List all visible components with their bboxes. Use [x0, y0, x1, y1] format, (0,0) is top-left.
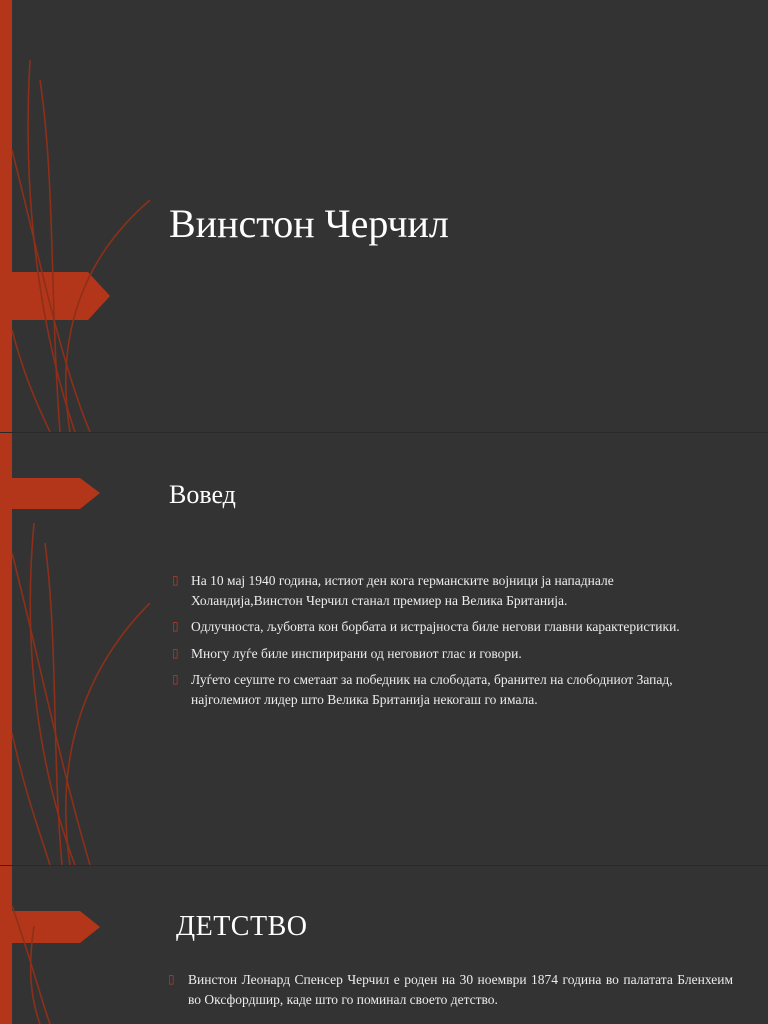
- slide-1: [0, 0, 768, 432]
- accent-arrow-tab: [0, 272, 110, 320]
- list-item: [168, 970, 733, 1009]
- slide-title: Винстон Черчил: [169, 201, 449, 246]
- slide-3: [0, 866, 768, 1024]
- list-item: [172, 617, 722, 637]
- arrow-bullet-icon: ▯: [172, 672, 179, 686]
- list-item: [172, 670, 722, 709]
- slide-title: ДЕТСТВО: [176, 911, 308, 942]
- decorative-curves: [12, 60, 150, 432]
- slide-title: Вовед: [169, 480, 236, 509]
- accent-bar: [0, 866, 12, 1024]
- arrow-bullet-icon: ▯: [168, 972, 175, 986]
- accent-arrow-tab: [0, 478, 100, 509]
- list-item: [172, 571, 722, 610]
- list-item-text: Луѓето сеуште го сметаат за победник на слободата, бранител на слободниот Запад, најголемиот лидер што Велика Британија некогаш го имала.: [191, 672, 673, 707]
- accent-bar: [0, 0, 12, 432]
- bullet-list: [172, 571, 722, 716]
- list-item-text: Винстон Леонард Спенсер Черчил е роден на 30 ноември 1874 година во палатата Бленхеим во Оксфордшир, каде што го поминал своето детство.: [188, 972, 733, 1007]
- decorative-curves: [12, 523, 150, 865]
- arrow-bullet-icon: ▯: [172, 619, 179, 633]
- arrow-bullet-icon: ▯: [172, 645, 179, 660]
- list-item-text: Одлучноста, љубовта кон борбата и истрајноста биле негови главни карактеристики.: [191, 619, 680, 634]
- arrow-bullet-icon: ▯: [172, 573, 179, 587]
- slide-2: [0, 433, 768, 865]
- list-item: [172, 644, 722, 664]
- list-item-text: Многу луѓе биле инспирирани од неговиот глас и говори.: [191, 645, 522, 661]
- bullet-list: [168, 970, 733, 1016]
- list-item-text: На 10 мај 1940 година, истиот ден кога германските војници ја нападнале Холандија,Винстон Черчил станал премиер на Велика Британија.: [191, 573, 614, 608]
